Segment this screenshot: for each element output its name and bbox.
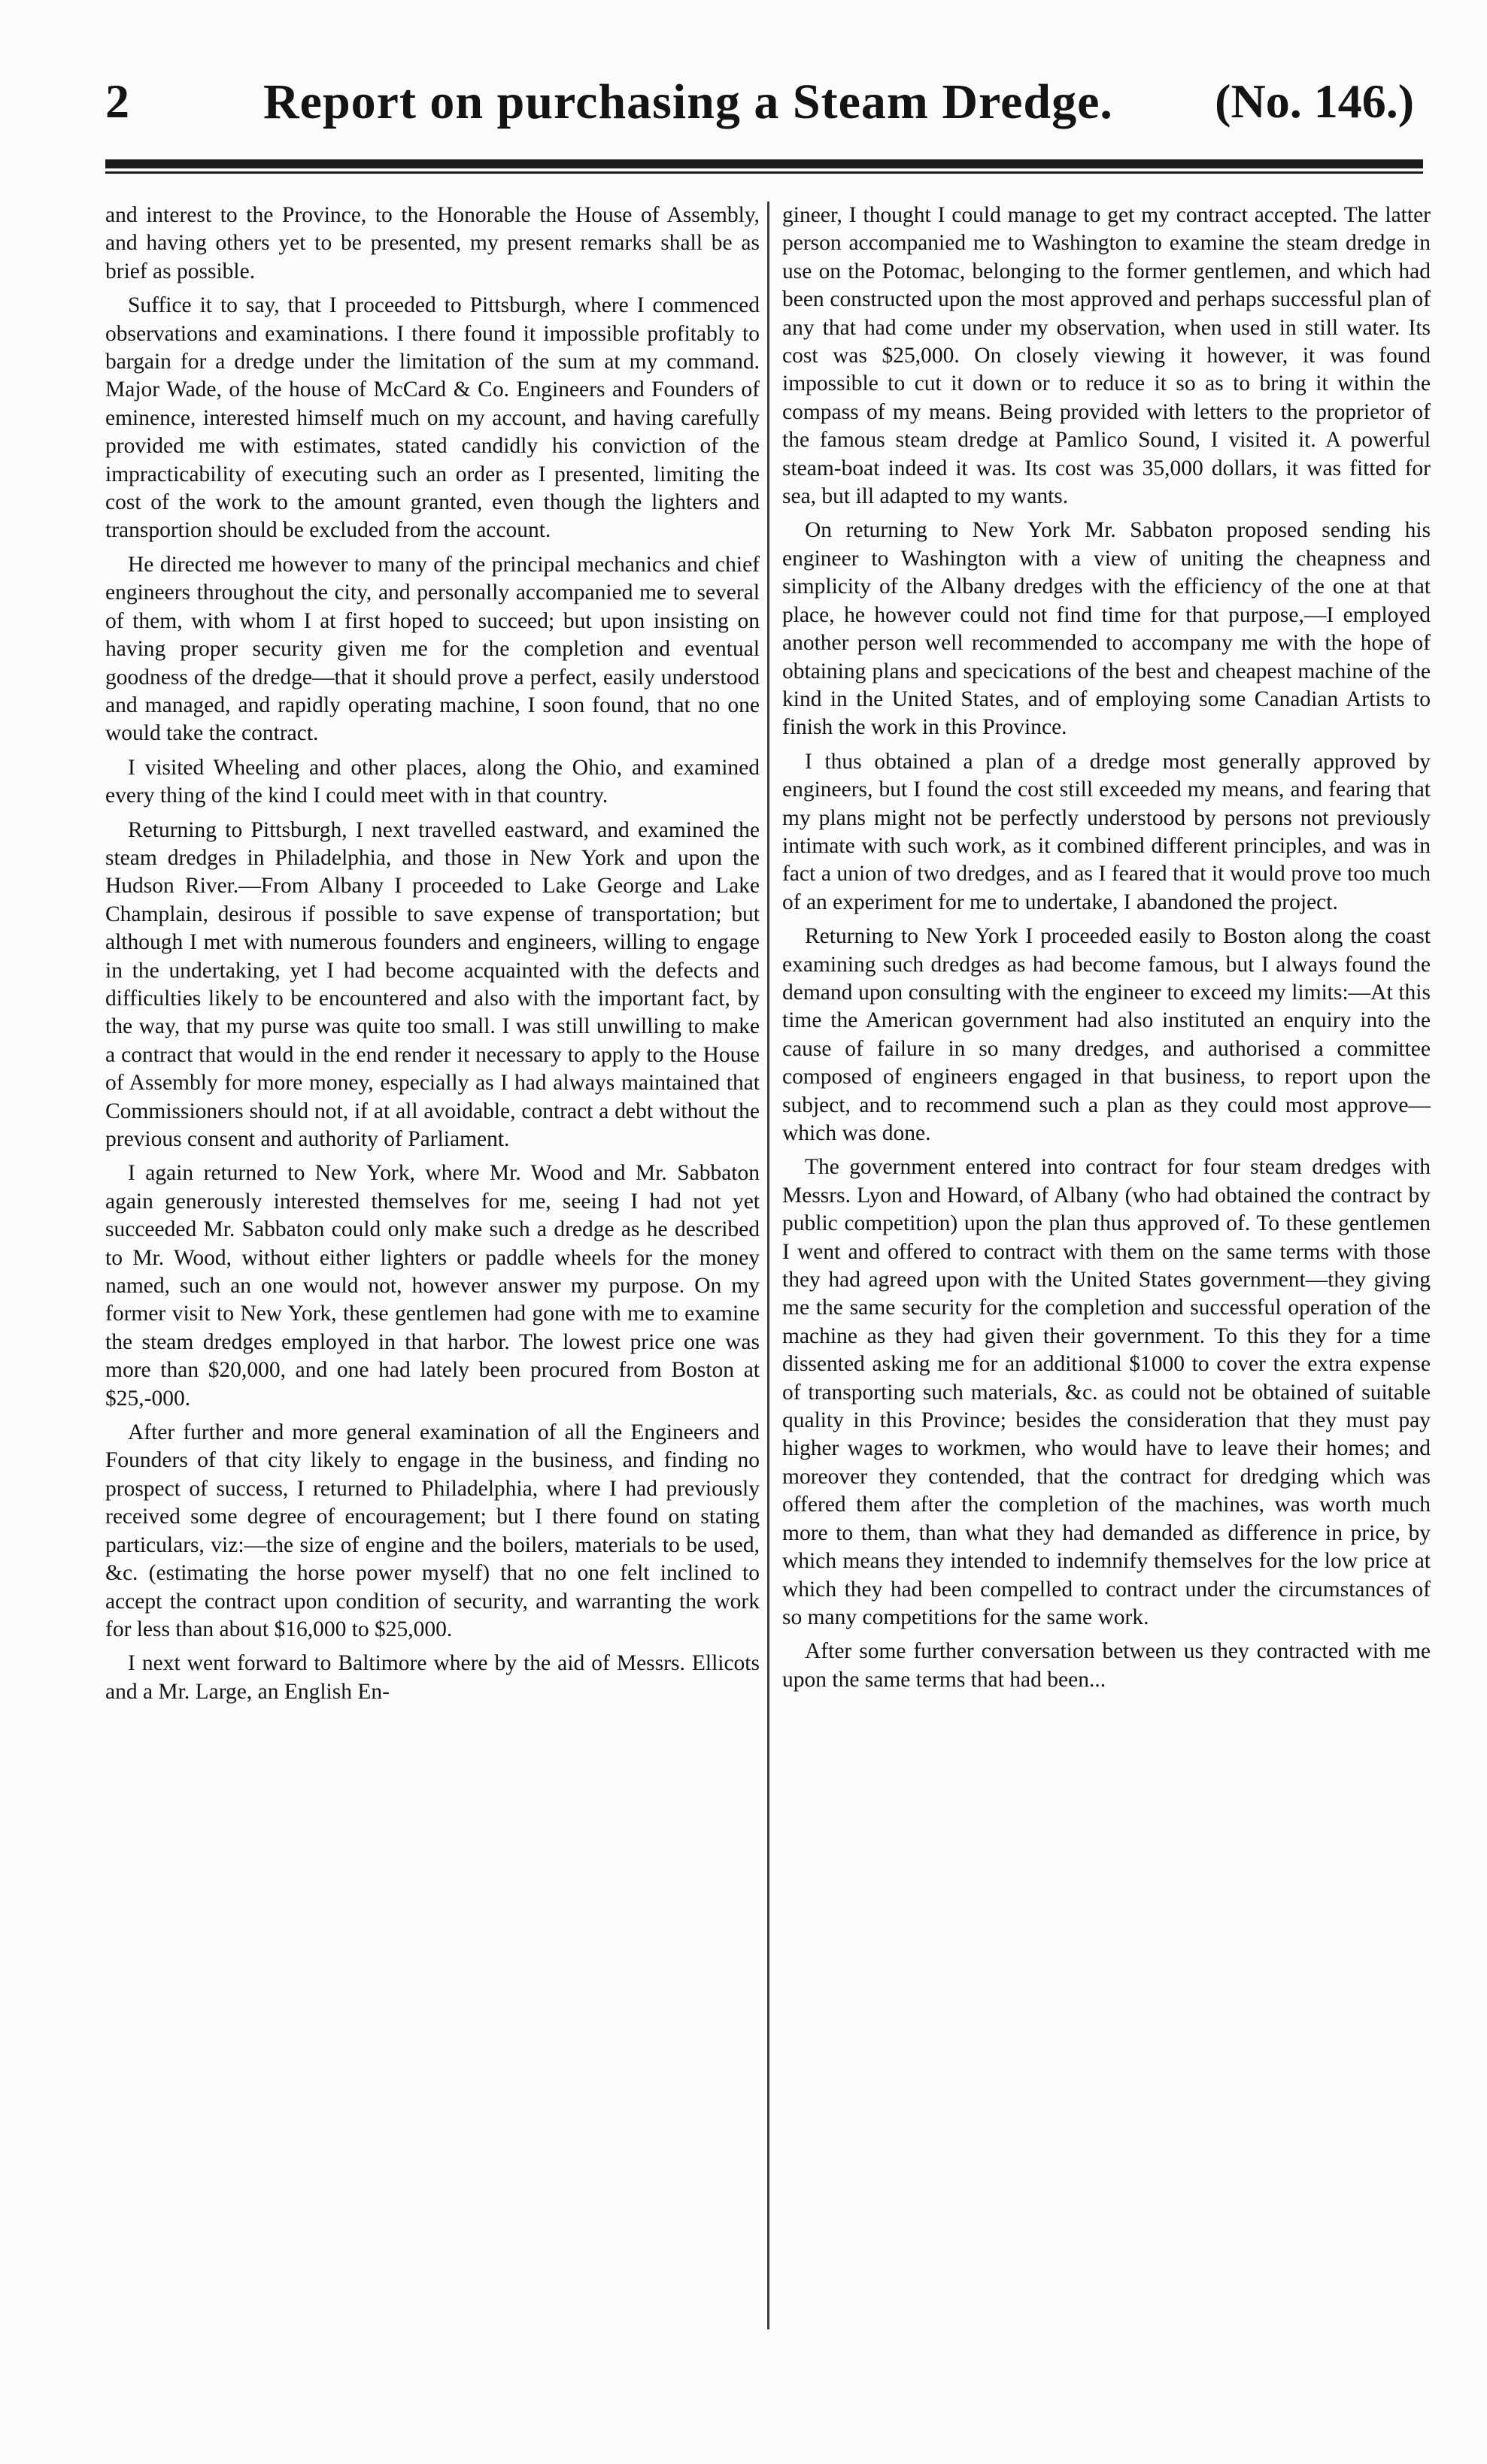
- paragraph: I thus obtained a plan of a dredge most generally approved by engineers, but I found the cost still exceeded my means, and fearing that my plans might not be perfectly understood by persons not previously intimate with such work, as it combined different principles, and was in fact a union of two dredges, and as I feared that it would prove too much of an experiment for me to undertake, I abandoned the project.: [782, 749, 1431, 914]
- paragraph: I visited Wheeling and other places, along the Ohio, and examined every thing of the kind I could meet with in that country.: [105, 755, 760, 808]
- header-rule-thick: [105, 159, 1423, 168]
- paragraph: I next went forward to Baltimore where by the aid of Messrs. Ellicots and a Mr. Large, an English En-: [105, 1651, 760, 1704]
- paragraph: After some further conversation between us they contracted with me upon the same terms that had been...: [782, 1639, 1431, 1692]
- paragraph: After further and more general examination of all the Engineers and Founders of that city likely to engage in the business, and finding no prospect of success, I returned to Philadelphia, where I had previously received some degree of encouragement; but I there found on stating particulars, viz:—the size of engine and the boilers, materials to be used, &c. (estimating the horse power myself) that no one felt inclined to accept the contract upon condition of security, and warranting the work for less than about $16,000 to $25,000.: [105, 1420, 760, 1641]
- paragraph: On returning to New York Mr. Sabbaton proposed sending his engineer to Washington with a view of uniting the cheapness and simplicity of the Albany dredges with the efficiency of the one at that place, he however could not find time for that purpose,—I employed another person well recommended to accompany me with the hope of obtaining plans and specications of the best and cheapest machine of the kind in the United States, and of employing some Canadian Artists to finish the work in this Province.: [782, 518, 1431, 740]
- paragraph: Returning to New York I proceeded easily to Boston along the coast examining such dredges as had become famous, but I always found the demand upon consulting with the engineer to exceed my limits:—At this time the American government had also instituted an enquiry into the cause of failure in so many dredges, and authorised a committee composed of engineers engaged in that business, to report upon the subject, and to recommend such a plan as they could most approve—which was done.: [782, 924, 1431, 1145]
- paragraph: Returning to Pittsburgh, I next travelled eastward, and examined the steam dredges in Philadelphia, and those in New York and upon the Hudson River.—From Albany I proceeded to Lake George and Lake Champlain, desirous if possible to save expense of transportation; but although I met with numerous founders and engineers, willing to engage in the undertaking, yet I had become acquainted with the defects and difficulties likely to be encountered and also with the important fact, by the way, that my purse was quite too small. I was still unwilling to make a contract that would in the end render it necessary to apply to the House of Assembly for more money, especially as I had always maintained that Commissioners should not, if at all avoidable, contract a debt without the previous consent and authority of Parliament.: [105, 817, 760, 1151]
- column-divider: [767, 202, 769, 2329]
- document-number: (No. 146.): [1215, 74, 1414, 128]
- right-column: [782, 202, 1431, 1700]
- paragraph: gineer, I thought I could manage to get my contract accepted. The latter person accompanied me to Washington to examine the steam dredge in use on the Potomac, belonging to the former gentlemen, and which had been constructed upon the most approved and perhaps successful plan of any that had come under my observation, when used in still water. Its cost was $25,000. On closely viewing it however, it was found impossible to cut it down or to reduce it so as to bring it within the compass of my means. Being provided with letters to the proprietor of the famous steam dredge at Pamlico Sound, I visited it. A powerful steam-boat indeed it was. Its cost was 35,000 dollars, it was fitted for sea, but ill adapted to my wants.: [782, 203, 1431, 509]
- left-column: [105, 202, 760, 1712]
- paragraph: and interest to the Province, to the Honorable the House of Assembly, and having others yet to be presented, my present remarks shall be as brief as possible.: [105, 203, 760, 283]
- page-header: [105, 66, 1429, 149]
- page-number: 2: [105, 74, 131, 128]
- paragraph: The government entered into contract for four steam dredges with Messrs. Lyon and Howard, of Albany (who had obtained the contract by public competition) upon the plan thus approved of. To these gentlemen I went and offered to contract with them on the same terms with those they had agreed upon with the United States government—they giving me the same security for the completion and successful operation of the machine as they had given their government. To this they for a time dissented asking me for an additional $1000 to cover the extra expense of transporting such materials, &c. as could not be obtained of suitable quality in this Province; besides the consideration that they must pay higher wages to workmen, who would have to leave their homes; and moreover they contended, that the contract for dredging which was offered them after the completion of the machines, was worth much more to them, than what they had demanded as difference in price, by which means they intended to indemnify themselves for the low price at which they had been compelled to contract under the circumstances of so many competitions for the same work.: [782, 1155, 1431, 1629]
- header-rule-thin: [105, 171, 1423, 174]
- paragraph: He directed me however to many of the principal mechanics and chief engineers throughout the city, and personally accompanied me to several of them, with whom I at first hoped to succeed; but upon insisting on having proper security given me for the completion and eventual goodness of the dredge—that it should prove a perfect, easily understood and managed, and rapidly operating machine, I soon found, that no one would take the contract.: [105, 552, 760, 746]
- page-title: Report on purchasing a Steam Dredge.: [263, 74, 1113, 129]
- paragraph: I again returned to New York, where Mr. Wood and Mr. Sabbaton again generously interested themselves for me, seeing I had not yet succeeded Mr. Sabbaton could only make such a dredge as he described to Mr. Wood, without either lighters or paddle wheels for the money named, such an one would not, however answer my purpose. On my former visit to New York, these gentlemen had gone with me to examine the steam dredges employed in that harbor. The lowest price one was more than $20,000, and one had lately been procured from Boston at $25,-000.: [105, 1161, 760, 1411]
- paragraph: Suffice it to say, that I proceeded to Pittsburgh, where I commenced observations and examinations. I there found it impossible profitably to bargain for a dredge under the limitation of the sum at my command. Major Wade, of the house of McCard & Co. Engineers and Founders of eminence, interested himself much on my account, and having carefully provided me with estimates, stated candidly his conviction of the impracticability of executing such an order as I presented, limiting the cost of the work to the amount granted, even though the lighters and transportion should be excluded from the account.: [105, 293, 760, 543]
